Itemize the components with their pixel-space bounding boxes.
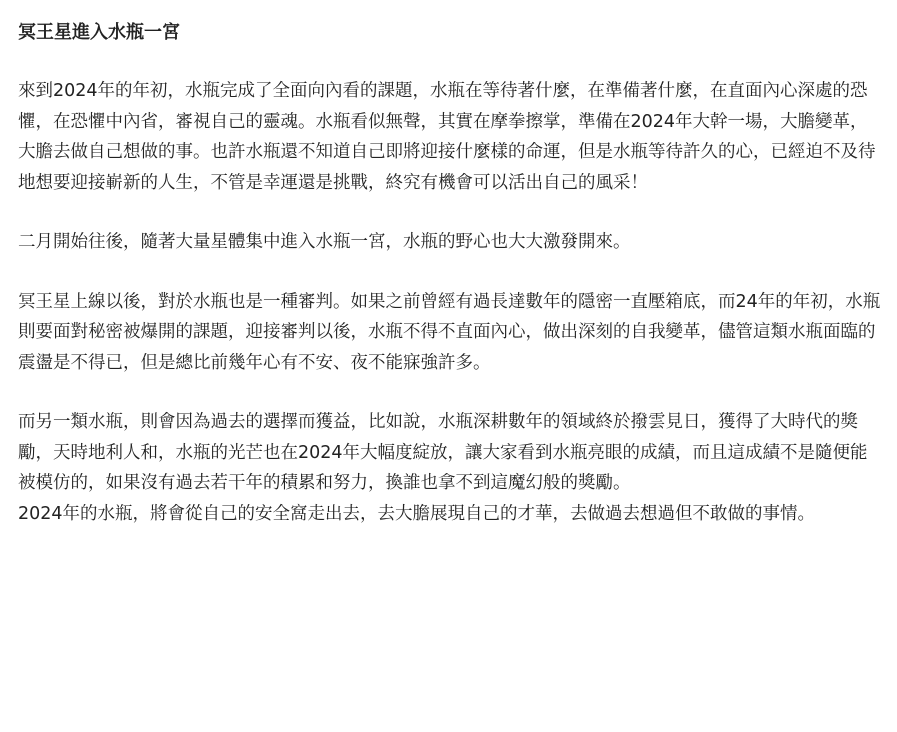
paragraph-2024-aquarius: 2024年的水瓶，將會從自己的安全窩走出去，去大膽展現自己的才華，去做過去想過但不敢做的事情。 [18, 503, 816, 524]
paragraph-intro: 來到2024年的年初，水瓶完成了全面向內看的課題，水瓶在等待著什麼，在準備著什麼，在直面內心深處的恐懼，在恐懼中內省，審視自己的靈魂。水瓶看似無聲，其實在摩拳擦掌，準備在2024年大幹一場，大膽變革，大膽去做自己想做的事。也許水瓶還不知道自己即將迎接什麼樣的命運，但是水瓶等待許久的心，已經迫不及待地想要迎接嶄新的人生，不管是幸運還是挑戰，終究有機會可以活出自己的風采！ [18, 81, 876, 193]
article-title: 冥王星進入水瓶一宮 [18, 22, 180, 43]
paragraph-another-type: 而另一類水瓶，則會因為過去的選擇而獲益，比如說，水瓶深耕數年的領域終於撥雲見日，獲得了大時代的獎勵，天時地利人和，水瓶的光芒也在2024年大幅度綻放，讓大家看到水瓶亮眼的成績，而且這成績不是隨便能被模仿的，如果沒有過去若干年的積累和努力，換誰也拿不到這魔幻般的獎勵。 [18, 412, 868, 493]
paragraph-pluto-judgement: 冥王星上線以後，對於水瓶也是一種審判。如果之前曾經有過長達數年的隱密一直壓箱底，而24年的年初，水瓶則要面對秘密被爆開的課題，迎接審判以後，水瓶不得不直面內心，做出深刻的自我變革，儘管這類水瓶面臨的震盪是不得已，但是總比前幾年心有不安、夜不能寐強許多。 [18, 291, 881, 373]
paragraph-february: 二月開始往後，隨著大量星體集中進入水瓶一宮，水瓶的野心也大大激發開來。 [18, 232, 631, 252]
